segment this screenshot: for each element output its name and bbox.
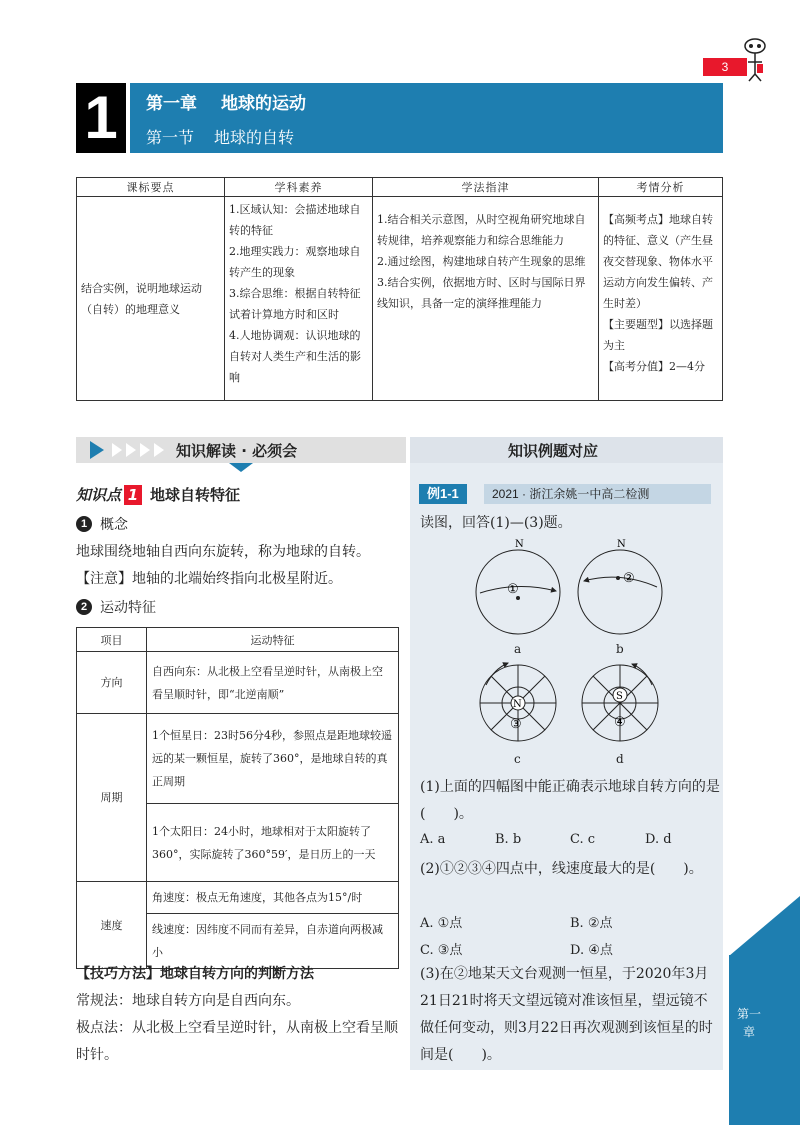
north-label: N bbox=[617, 539, 626, 550]
section-title: 第一节 地球的自转 bbox=[146, 128, 295, 147]
option: A. ①点 bbox=[420, 916, 463, 931]
row-label: 周期 bbox=[77, 714, 147, 882]
row-label: 方向 bbox=[77, 652, 147, 714]
question-1-options bbox=[420, 832, 720, 847]
methods-cell: 1.结合相关示意图，从时空视角研究地球自转规律，培养观察能力和综合思维能力 2.通过绘图，构建地球自转产生现象的思维 3.结合实例，依据地方时、区时与国际日界线知识，具备一定的演绎推理能力 bbox=[373, 197, 599, 401]
question-2-options-row2 bbox=[420, 939, 720, 958]
arrow-icon bbox=[126, 443, 136, 457]
concept-note: 【注意】地轴的北端始终指向北极星附近。 bbox=[76, 571, 342, 587]
diagram-b-label: b bbox=[616, 642, 624, 656]
chapter-number: 1 bbox=[76, 83, 126, 153]
triangle-down-icon bbox=[229, 463, 253, 472]
point-1-label: ① bbox=[507, 582, 519, 597]
diagram-c-label: c bbox=[514, 752, 521, 766]
tip-rule-1: 常规法：地球自转方向是自西向东。 bbox=[76, 993, 300, 1009]
motion-table bbox=[76, 627, 399, 969]
arrow-icon bbox=[154, 443, 164, 457]
table-cell: 1个太阳日：24小时，地球相对于太阳旋转了360°，实际旋转了360°59′，是日历上的一天 bbox=[147, 804, 399, 882]
col-header: 学科素养 bbox=[225, 178, 373, 197]
question-3: (3)在②地某天文台观测一恒星，于2020年3月21日21时将天文望远镜对准该恒星，望远镜不做任何变动，则3月22日再次观测到该恒星的时间是( )。 bbox=[420, 966, 713, 1063]
motion-heading: 2 运动特征 bbox=[76, 597, 156, 617]
col-header: 运动特征 bbox=[147, 628, 399, 652]
example-tag: 例1-1 bbox=[419, 484, 467, 504]
banner-left-title: 知识解读 · 必须会 bbox=[176, 442, 298, 460]
option: A. a bbox=[420, 832, 446, 847]
option: C. c bbox=[570, 832, 596, 847]
col-header: 学法指津 bbox=[373, 178, 599, 197]
arrow-icon bbox=[90, 441, 104, 459]
diagram-d bbox=[582, 664, 658, 741]
chapter-title: 第一章 地球的运动 bbox=[146, 94, 306, 114]
exam-cell: 【高频考点】地球自转的特征、意义（产生昼夜交替现象、物体水平运动方向发生偏转、产生时差） 【主要题型】以选择题为主 【高考分值】2—4分 bbox=[599, 197, 723, 401]
row-label: 速度 bbox=[77, 882, 147, 969]
overview-table bbox=[76, 177, 723, 401]
col-header: 课标要点 bbox=[77, 178, 225, 197]
option: C. ③点 bbox=[420, 943, 463, 958]
arrow-icon bbox=[140, 443, 150, 457]
option: B. ②点 bbox=[570, 916, 613, 931]
north-label: N bbox=[515, 539, 524, 550]
col-header: 考情分析 bbox=[599, 178, 723, 197]
diagram-d-label: d bbox=[616, 752, 624, 766]
side-tab-corner bbox=[729, 896, 800, 956]
option: D. ④点 bbox=[570, 943, 613, 958]
page-number: 3 bbox=[703, 58, 747, 76]
table-cell: 1个恒星日：23时56分4秒，参照点是距地球较遥远的某一颗恒星，旋转了360°，是地球自转的真正周期 bbox=[147, 714, 399, 804]
col-header: 项目 bbox=[77, 628, 147, 652]
example-intro: 读图，回答(1)—(3)题。 bbox=[420, 515, 572, 531]
point-3-label: ③ bbox=[510, 717, 522, 732]
concept-heading: 1 概念 bbox=[76, 514, 128, 534]
mascot-icon bbox=[740, 36, 770, 82]
diagram-b bbox=[578, 539, 662, 634]
curriculum-cell: 结合实例，说明地球运动（自转）的地理意义 bbox=[77, 197, 225, 401]
side-tab-label: 第一章 bbox=[736, 1007, 761, 1039]
table-cell: 线速度：因纬度不同而有差异，自赤道向两极减小 bbox=[147, 914, 399, 969]
example-source: 2021 · 浙江余姚一中高二检测 bbox=[484, 484, 711, 504]
question-2-options-row1 bbox=[420, 912, 720, 931]
concept-text: 地球围绕地轴自西向东旋转，称为地球的自转。 bbox=[76, 544, 370, 560]
arrow-icon bbox=[112, 443, 122, 457]
banner-right-title: 知识例题对应 bbox=[508, 442, 599, 460]
tip-title: 【技巧方法】地球自转方向的判断方法 bbox=[76, 966, 314, 982]
table-cell: 自西向东：从北极上空看呈逆时针，从南极上空看呈顺时针，即“北逆南顺” bbox=[147, 652, 399, 714]
option: B. b bbox=[495, 832, 522, 847]
question-1: (1)上面的四幅图中能正确表示地球自转方向的是( )。 bbox=[420, 779, 720, 822]
diagram-a-label: a bbox=[514, 642, 522, 656]
option: D. d bbox=[645, 832, 672, 847]
knowledge-point-heading: 知识点 1 地球自转特征 bbox=[76, 485, 241, 504]
question-2: (2)①②③④四点中，线速度最大的是( )。 bbox=[420, 861, 703, 877]
diagram-a bbox=[476, 539, 560, 634]
table-cell: 角速度：极点无角速度，其他各点为15°/时 bbox=[147, 882, 399, 914]
point-2-label: ② bbox=[623, 571, 635, 586]
tip-rule-2: 极点法：从北极上空看呈逆时针，从南极上空看呈顺时针。 bbox=[76, 1020, 398, 1063]
rotation-diagrams bbox=[410, 535, 723, 770]
point-4-label: ④ bbox=[614, 715, 626, 730]
north-label: N bbox=[513, 699, 522, 710]
diagram-c bbox=[480, 663, 556, 741]
literacy-cell: 1.区域认知：会描述地球自转的特征 2.地理实践力：观察地球自转产生的现象 3.综合思维：根据自转特征试着计算地方时和区时 4.人地协调观：认识地球的自转对人类生产和生活的影响 bbox=[225, 197, 373, 401]
south-label: S bbox=[616, 691, 623, 702]
